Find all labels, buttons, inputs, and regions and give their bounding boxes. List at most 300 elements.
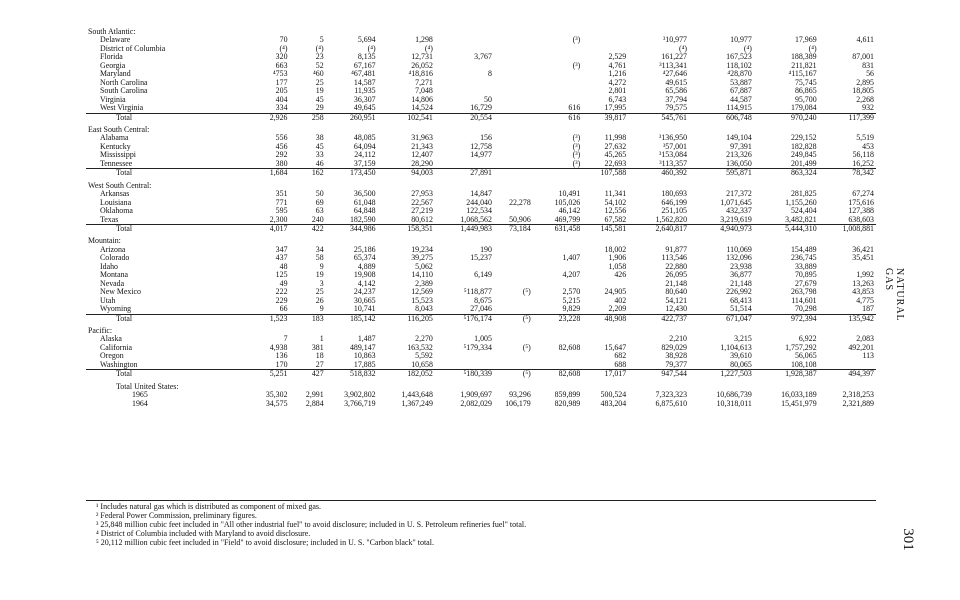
value-cell: 17,995 [604,103,627,113]
value-cell: 2,209 [608,304,627,314]
value-cell: 4,775 [856,295,874,305]
value-cell: 93,296 [509,390,531,400]
value-cell: 117,399 [819,113,876,122]
value-cell: 18,805 [852,86,874,96]
row-label: Alaska [100,334,122,344]
value-cell: 21,148 [665,278,688,288]
value-cell: 10,741 [353,304,376,314]
value-cell: 114,601 [791,295,817,305]
row-label: Alabama [100,133,129,143]
value-cell: 38 [315,133,324,143]
value-cell: 2,083 [856,334,874,344]
value-cell: 3,766,719 [344,398,376,408]
row-label: Mountain: [88,236,121,246]
value-cell: 2,884 [305,398,324,408]
value-cell: 97,391 [730,141,752,151]
value-cell: ³57,001 [662,141,688,151]
value-cell: 863,324 [754,169,819,178]
value-cell: 17,885 [353,359,376,369]
value-cell: 64,094 [353,141,376,151]
value-cell: 14,977 [470,150,492,160]
value-cell: 75,745 [794,77,817,87]
value-cell [494,62,533,70]
value-cell [494,237,533,245]
value-cell: 37,159 [353,158,376,168]
value-cell: 10,686,739 [716,390,752,400]
value-cell: 1,928,387 [754,370,819,379]
value-cell: 56,118 [852,150,874,160]
value-cell [533,79,583,87]
table-row [86,79,876,87]
value-cell: 105,026 [554,197,581,207]
value-cell: 135,942 [819,314,876,323]
value-cell: 175,616 [848,197,874,207]
row-label: Total United States: [116,381,179,391]
row-label: Delaware [100,35,131,45]
row-label: 1964 [132,398,148,408]
value-cell: 5,592 [415,351,433,361]
value-cell: 64,848 [353,206,376,216]
value-cell: 73,184 [494,224,533,233]
value-cell: 156 [480,133,492,143]
value-cell: 229 [275,295,288,305]
row-label: Total [86,224,248,233]
value-cell: 240 [311,214,324,224]
value-cell: 347 [275,244,288,254]
table-row [86,305,876,314]
value-cell: 556 [275,133,288,143]
value-cell: 46 [315,158,324,168]
value-cell: 1,487 [357,334,376,344]
value-cell: 456 [275,141,288,151]
value-cell: 24,112 [354,150,376,160]
row-label: Maryland [100,69,131,79]
value-cell: (⁴) [808,43,817,53]
value-cell: 1,155,260 [785,197,817,207]
value-cell: 4,938 [269,342,288,352]
value-cell: 106,179 [505,398,531,408]
value-cell: 182,052 [378,370,435,379]
value-cell: 14,847 [470,189,492,199]
row-label: Arizona [100,244,126,254]
value-cell: 10,491 [558,189,581,199]
value-cell: 3 [319,278,324,288]
value-cell: 23 [315,52,324,62]
value-cell: 27,219 [411,206,433,216]
value-cell: 25 [315,77,324,87]
value-cell: 27,679 [794,278,817,288]
row-label: Nevada [100,278,125,288]
table-row [86,254,876,262]
value-cell [582,36,628,44]
value-cell: 970,240 [754,113,819,122]
value-cell: 50,906 [509,214,531,224]
value-cell: 380 [275,158,288,168]
value-cell: 113,546 [661,253,688,263]
table-row [86,53,876,61]
value-cell: ⁵180,339 [435,370,494,379]
value-cell: 15,237 [470,253,492,263]
value-cell: 518,832 [326,370,378,379]
row-label: Virginia [100,94,126,104]
value-cell [494,151,533,159]
region-total-row [86,314,876,323]
value-cell: 70,895 [794,270,817,280]
value-cell: 185,142 [326,314,378,323]
row-label: Washington [100,359,138,369]
value-cell: 2,268 [856,94,874,104]
value-cell: 34 [315,244,324,254]
value-cell: 1,068,562 [460,214,492,224]
value-cell: 26,095 [665,270,688,280]
value-cell: 36,421 [852,244,874,254]
row-label: Utah [100,295,116,305]
value-cell: 1,562,820 [655,214,688,224]
value-cell: 67,167 [353,60,376,70]
value-cell [494,96,533,104]
value-cell: ⁵179,334 [463,342,492,352]
value-cell: 263,798 [790,287,817,297]
value-cell: 229,152 [790,133,817,143]
value-cell: 46,142 [558,206,581,216]
value-cell: 39,817 [582,113,628,122]
value-cell [494,28,533,36]
value-cell: ⁴115,167 [788,69,817,79]
value-cell: 4,142 [357,278,376,288]
value-cell: 244,040 [466,197,492,207]
value-cell: 595,871 [689,169,754,178]
value-cell: 437 [275,253,288,263]
value-cell: 108,108 [790,359,817,369]
value-cell: 49 [279,278,288,288]
value-cell: 36,307 [353,94,376,104]
value-cell: 18,002 [604,244,627,254]
value-cell: (³) [572,150,581,160]
value-cell [494,263,533,271]
footnote: ¹ Includes natural gas which is distributed as component of mixed gas. [96,502,322,511]
footnote-rule [86,500,876,501]
value-cell: 5,694 [357,35,376,45]
value-cell: (⁵) [494,314,533,323]
row-label: North Carolina [100,77,148,87]
value-cell: (⁴) [279,43,288,53]
value-cell: 3,215 [734,334,752,344]
value-cell: 404 [275,94,288,104]
value-cell: 10,977 [730,35,752,45]
value-cell: 14,806 [411,94,433,104]
value-cell: 18 [315,351,324,361]
value-cell: 58 [315,253,324,263]
value-cell: 492,201 [848,342,874,352]
value-cell: 127,388 [848,206,874,216]
value-cell [533,87,583,95]
value-cell: 53,887 [730,77,752,87]
value-cell: 28,290 [411,158,433,168]
value-cell: 524,404 [790,206,817,216]
value-cell: 616 [533,113,583,122]
value-cell: 25,186 [353,244,376,254]
value-cell: 27,046 [470,304,492,314]
value-cell: 86,865 [794,86,817,96]
value-cell: 26 [315,295,324,305]
value-cell: 19,908 [353,270,376,280]
table-body [86,28,876,408]
value-cell: 19 [315,270,324,280]
value-cell [494,182,533,190]
value-cell: 69 [315,197,324,207]
value-cell: 24,237 [353,287,376,297]
value-cell: (⁵) [522,342,531,352]
value-cell: 48 [279,261,288,271]
value-cell: 1,757,292 [785,342,817,352]
value-cell: 4,889 [357,261,376,271]
value-cell: 15,647 [604,342,627,352]
value-cell: 422 [290,224,326,233]
value-cell: 70,298 [794,304,817,314]
value-cell: 1,367,249 [401,398,433,408]
value-cell: 95,700 [794,94,817,104]
value-cell: ³10,977 [662,35,688,45]
us-total-row [86,400,876,408]
value-cell [494,45,533,53]
value-cell: 1,071,645 [720,197,752,207]
row-label: Colorado [100,253,130,263]
value-cell: 4,611 [856,35,874,45]
value-cell: 12,407 [411,150,433,160]
row-label: Oregon [100,351,124,361]
value-cell: 1,992 [856,270,874,280]
value-cell: 91,877 [665,244,688,254]
value-cell: (⁴) [743,43,752,53]
value-cell: 161,227 [661,52,688,62]
row-label: Arkansas [100,189,130,199]
value-cell: 688 [614,359,627,369]
value-cell: 51,514 [730,304,752,314]
value-cell: 682 [614,351,627,361]
value-cell: 5 [319,35,324,45]
value-cell: 145,581 [582,224,628,233]
value-cell: 646,199 [661,197,688,207]
value-cell: 22,278 [509,197,531,207]
value-cell: 70 [279,35,288,45]
table-row [86,344,876,352]
value-cell: 1,104,613 [720,342,752,352]
value-cell: (⁴) [315,43,324,53]
value-cell: 17,017 [582,370,628,379]
value-cell [494,113,533,122]
value-cell: 182,828 [790,141,817,151]
value-cell: 9,829 [562,304,581,314]
value-cell: 4,017 [248,224,290,233]
row-label: 1965 [132,390,148,400]
value-cell: 107,588 [582,169,628,178]
value-cell: (³) [572,35,581,45]
value-cell: 260,951 [326,113,378,122]
value-cell [494,160,533,169]
value-cell: (⁵) [494,370,533,379]
value-cell: 5,062 [415,261,433,271]
value-cell: 12,430 [665,304,688,314]
value-cell: ³136,950 [659,133,688,143]
value-cell: 67,274 [852,189,874,199]
value-cell: 158,351 [378,224,435,233]
value-cell: 226,992 [726,287,752,297]
row-label: New Mexico [100,287,141,297]
value-cell: 1,216 [608,69,627,79]
row-label: Texas [100,214,119,224]
value-cell: 25 [315,287,324,297]
footnote: ⁵ 20,112 million cubic feet included in "Field" to avoid disclosure; included in U. S. "Carbon black" total. [96,538,434,547]
value-cell [494,104,533,113]
value-cell: 78,342 [819,169,876,178]
value-cell: 1,005 [474,334,492,344]
value-cell: 12,758 [470,141,492,151]
value-cell: 20,554 [435,113,494,122]
value-cell: 6,743 [608,94,627,104]
row-label: Total [86,113,248,122]
value-cell: ³153,084 [659,150,688,160]
value-cell: 180,693 [661,189,688,199]
row-label: Louisiana [100,197,132,207]
value-cell [435,36,494,44]
value-cell [533,237,583,245]
row-label: Georgia [100,60,126,70]
footnotes [96,502,856,547]
value-cell: 932 [862,103,874,113]
value-cell: 4,940,973 [689,224,754,233]
value-cell: 820,989 [554,398,581,408]
value-cell: 4,207 [562,270,581,280]
value-cell: 45 [315,94,324,104]
value-cell: 6,149 [474,270,492,280]
value-cell: 426 [614,270,627,280]
value-cell: 136,050 [726,158,752,168]
value-cell: 5,444,310 [754,224,819,233]
value-cell: 19 [315,86,324,96]
value-cell [494,327,533,335]
value-cell: 113 [862,351,874,361]
value-cell: 33 [315,150,324,160]
value-cell: 10,863 [353,351,376,361]
row-label: Wyoming [100,304,132,314]
value-cell: (⁴) [367,43,376,53]
value-cell: (³) [572,133,581,143]
table-row [86,62,876,70]
value-cell [494,36,533,44]
row-label: Pacific: [88,325,113,335]
value-cell: 334 [275,103,288,113]
value-cell: 162 [290,169,326,178]
value-cell [533,169,583,178]
value-cell: 54,121 [665,295,688,305]
value-cell: 2,895 [856,77,874,87]
value-cell: 2,270 [415,334,433,344]
value-cell: 616 [568,103,581,113]
value-cell: 292 [275,150,288,160]
value-cell: 94,003 [378,169,435,178]
value-cell: 116,205 [378,314,435,323]
value-cell: 56 [866,69,874,79]
value-cell: 61,048 [353,197,376,207]
value-cell: 4,761 [608,60,627,70]
value-cell: 422,737 [628,314,689,323]
value-cell [582,327,628,335]
value-cell [494,87,533,95]
value-cell: 27,891 [435,169,494,178]
value-cell: 7,271 [415,77,433,87]
value-cell: 114,915 [726,103,752,113]
value-cell: 23,228 [533,314,583,323]
value-cell: 344,986 [326,224,378,233]
value-cell: 188,389 [790,52,817,62]
value-cell: 222 [275,287,288,297]
value-cell: 211,821 [791,60,817,70]
value-cell: 500,524 [600,390,627,400]
table-row [86,271,876,279]
value-cell: 2,321,889 [842,398,874,408]
row-label: Oklahoma [100,206,133,216]
value-cell: 8 [487,69,492,79]
value-cell: 36,500 [353,189,376,199]
table-row [86,70,876,78]
value-cell: (³) [572,158,581,168]
value-cell: 7 [283,334,288,344]
value-cell: 21,343 [411,141,433,151]
value-cell: 829,029 [661,342,688,352]
value-cell: 483,204 [600,398,627,408]
value-cell: 2,640,817 [628,224,689,233]
value-cell [435,28,494,36]
value-cell: 9 [319,304,324,314]
value-cell: 671,047 [689,314,754,323]
value-cell: 33,889 [794,261,817,271]
value-cell [533,70,583,78]
value-cell: 187 [862,304,874,314]
value-cell [494,70,533,78]
value-cell: 23,938 [730,261,752,271]
value-cell: 595 [275,206,288,216]
value-cell: 163,532 [407,342,433,352]
value-cell: 182,590 [349,214,376,224]
value-cell [435,79,494,87]
value-cell: 606,748 [689,113,754,122]
value-cell: 190 [480,244,492,254]
table-row [86,352,876,360]
value-cell: 45 [315,141,324,151]
value-cell: 1,008,881 [819,224,876,233]
value-cell: 1,684 [248,169,290,178]
value-cell: 5,251 [248,370,290,379]
value-cell: 249,845 [790,150,817,160]
value-cell: 49,645 [353,103,376,113]
value-cell: 48,085 [353,133,376,143]
value-cell: 49,615 [665,77,688,87]
region-total-row [86,224,876,233]
value-cell: 12,569 [411,287,433,297]
value-cell: 1,058 [608,261,627,271]
value-cell: 1,443,648 [401,390,433,400]
value-cell: 45,265 [604,150,627,160]
value-cell: 149,104 [726,133,752,143]
value-cell [494,126,533,134]
value-cell: 56,065 [794,351,817,361]
value-cell [494,53,533,61]
value-cell: 21,148 [730,278,752,288]
value-cell: 2,801 [608,86,627,96]
value-cell: 251,105 [661,206,688,216]
value-cell: 80,065 [730,359,752,369]
value-cell: 545,761 [628,113,689,122]
